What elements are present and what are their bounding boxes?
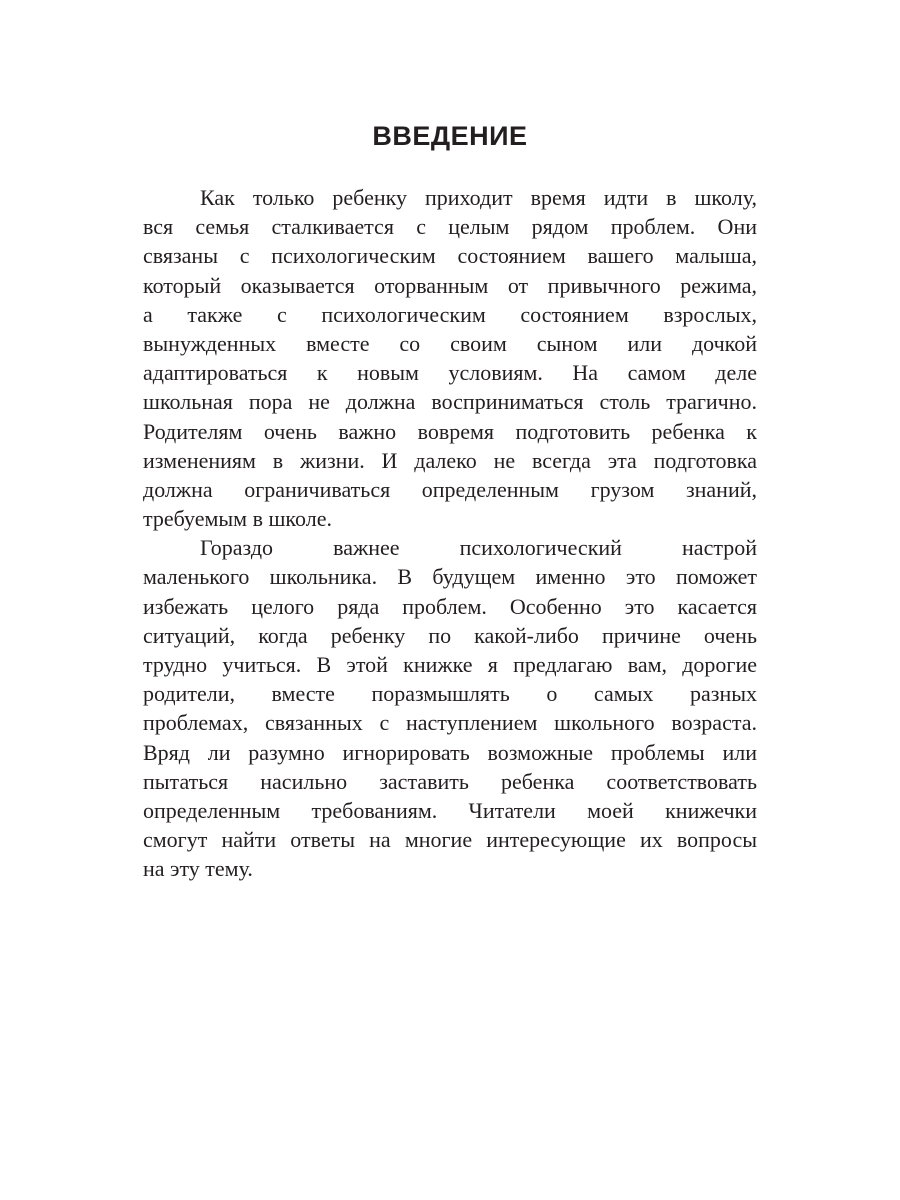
page-title: ВВЕДЕНИЕ: [372, 121, 528, 151]
text-line: должна ограничиваться определенным грузом знаний,: [143, 476, 757, 502]
text-line: который оказывается оторванным от привычного режима,: [143, 272, 757, 298]
text-line: изменениям в жизни. И далеко не всегда эта подготовка: [143, 447, 757, 473]
text-line: требуемым в школе.: [143, 506, 332, 532]
text-line: смогут найти ответы на многие интересующие их вопросы: [143, 827, 757, 853]
text-line: школьная пора не должна восприниматься столь трагично.: [143, 389, 757, 415]
text-line: а также с психологическим состоянием взрослых,: [143, 301, 757, 327]
text-line: определенным требованиям. Читатели моей книжечки: [143, 797, 757, 823]
text-line: пытаться насильно заставить ребенка соответствовать: [143, 768, 757, 794]
text-line: на эту тему.: [143, 856, 253, 882]
text-line: связаны с психологическим состоянием вашего малыша,: [143, 243, 757, 269]
body-text: [143, 183, 757, 884]
text-line: Родителям очень важно вовремя подготовить ребенка к: [143, 418, 757, 444]
paragraph-2: [143, 533, 757, 883]
text-line: Вряд ли разумно игнорировать возможные проблемы или: [143, 739, 757, 765]
text-line: адаптироваться к новым условиям. На самом деле: [143, 360, 757, 386]
text-line: маленького школьника. В будущем именно это поможет: [143, 564, 757, 590]
paragraph-1: [143, 183, 757, 533]
text-line: Гораздо важнее психологический настрой: [200, 535, 757, 561]
text-line: ситуаций, когда ребенку по какой-либо причине очень: [143, 622, 757, 648]
text-line: проблемах, связанных с наступлением школьного возраста.: [143, 710, 757, 736]
text-line: вынужденных вместе со своим сыном или дочкой: [143, 330, 757, 356]
text-line: Как только ребенку приходит время идти в школу,: [200, 185, 757, 210]
text-line: родители, вместе поразмышлять о самых разных: [143, 681, 757, 707]
text-line: вся семья сталкивается с целым рядом проблем. Они: [143, 214, 757, 240]
text-line: избежать целого ряда проблем. Особенно это касается: [143, 593, 757, 619]
text-line: трудно учиться. В этой книжке я предлагаю вам, дорогие: [143, 652, 757, 677]
